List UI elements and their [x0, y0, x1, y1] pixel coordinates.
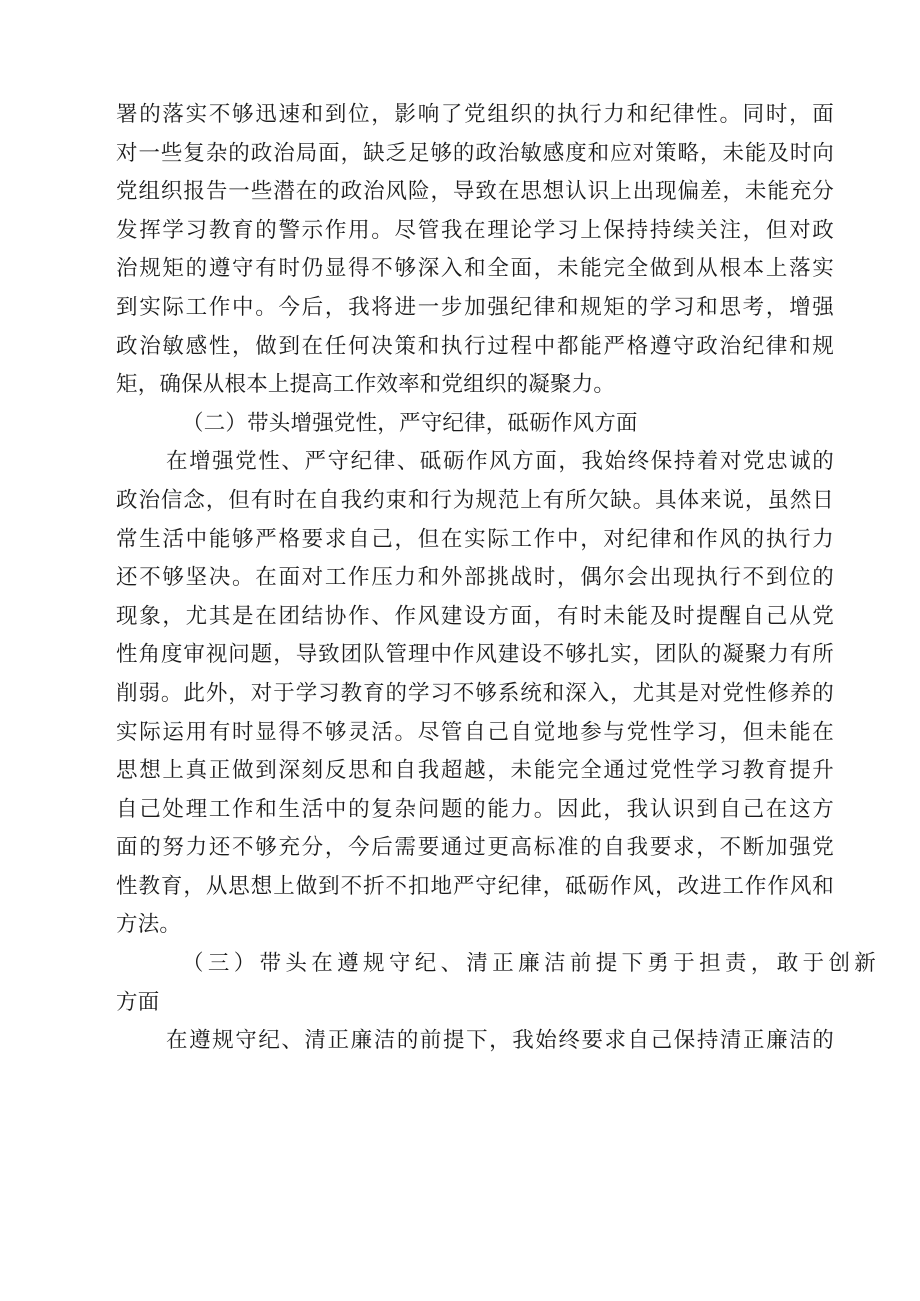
paragraph-3 [116, 1022, 834, 1061]
paragraph-1 [116, 96, 834, 405]
paragraph-line: 政治信念，但有时在自我约束和行为规范上有所欠缺。具体来说，虽然日 [116, 487, 834, 513]
section-heading-line: 方面 [116, 989, 160, 1015]
paragraph-line: 现象，尤其是在团结协作、作风建设方面，有时未能及时提醒自己从党 [116, 603, 834, 629]
paragraph-2 [116, 443, 834, 945]
paragraph-line: 到实际工作中。今后，我将进一步加强纪律和规矩的学习和思考，增强 [116, 294, 834, 320]
paragraph-line: 治规矩的遵守有时仍显得不够深入和全面，未能完全做到从根本上落实 [116, 256, 834, 282]
paragraph-line: 还不够坚决。在面对工作压力和外部挑战时，偶尔会出现执行不到位的 [116, 565, 834, 591]
paragraph-line: 党组织报告一些潜在的政治风险，导致在思想认识上出现偏差，未能充分 [116, 179, 834, 205]
section-heading-2: （二）带头增强党性，严守纪律，砥砺作风方面 [182, 410, 638, 436]
document-body [116, 96, 876, 1061]
paragraph-line: 矩，确保从根本上提高工作效率和党组织的凝聚力。 [116, 372, 616, 398]
paragraph-line: 署的落实不够迅速和到位，影响了党组织的执行力和纪律性。同时，面 [116, 102, 834, 127]
paragraph-line: 性教育，从思想上做到不折不扣地严守纪律，砥砺作风，改进工作作风和 [116, 873, 834, 899]
section-heading-line: （三）带头在遵规守纪、清正廉洁前提下勇于担责，敢于创新 [182, 951, 876, 977]
paragraph-line: 对一些复杂的政治局面，缺乏足够的政治敏感度和应对策略，未能及时向 [116, 140, 834, 166]
paragraph-line: 方法。 [116, 912, 182, 938]
paragraph-line: 在增强党性、严守纪律、砥砺作风方面，我始终保持着对党忠诚的 [166, 449, 834, 475]
paragraph-line: 政治敏感性，做到在任何决策和执行过程中都能严格遵守政治纪律和规 [116, 333, 834, 359]
paragraph-line: 常生活中能够严格要求自己，但在实际工作中，对纪律和作风的执行力 [116, 526, 834, 552]
paragraph-line: 性角度审视问题，导致团队管理中作风建设不够扎实，团队的凝聚力有所 [116, 642, 834, 668]
section-heading-3 [116, 945, 876, 1022]
paragraph-line: 自己处理工作和生活中的复杂问题的能力。因此，我认识到自己在这方 [116, 796, 834, 822]
paragraph-line: 发挥学习教育的警示作用。尽管我在理论学习上保持持续关注，但对政 [116, 217, 834, 243]
paragraph-line: 在遵规守纪、清正廉洁的前提下，我始终要求自己保持清正廉洁的 [166, 1028, 834, 1054]
paragraph-line: 削弱。此外，对于学习教育的学习不够系统和深入，尤其是对党性修养的 [116, 680, 834, 706]
paragraph-line: 思想上真正做到深刻反思和自我超越，未能完全通过党性学习教育提升 [116, 758, 834, 784]
paragraph-line: 面的努力还不够充分，今后需要通过更高标准的自我要求，不断加强党 [116, 835, 834, 861]
paragraph-line: 实际运用有时显得不够灵活。尽管自己自觉地参与党性学习，但未能在 [116, 719, 834, 745]
